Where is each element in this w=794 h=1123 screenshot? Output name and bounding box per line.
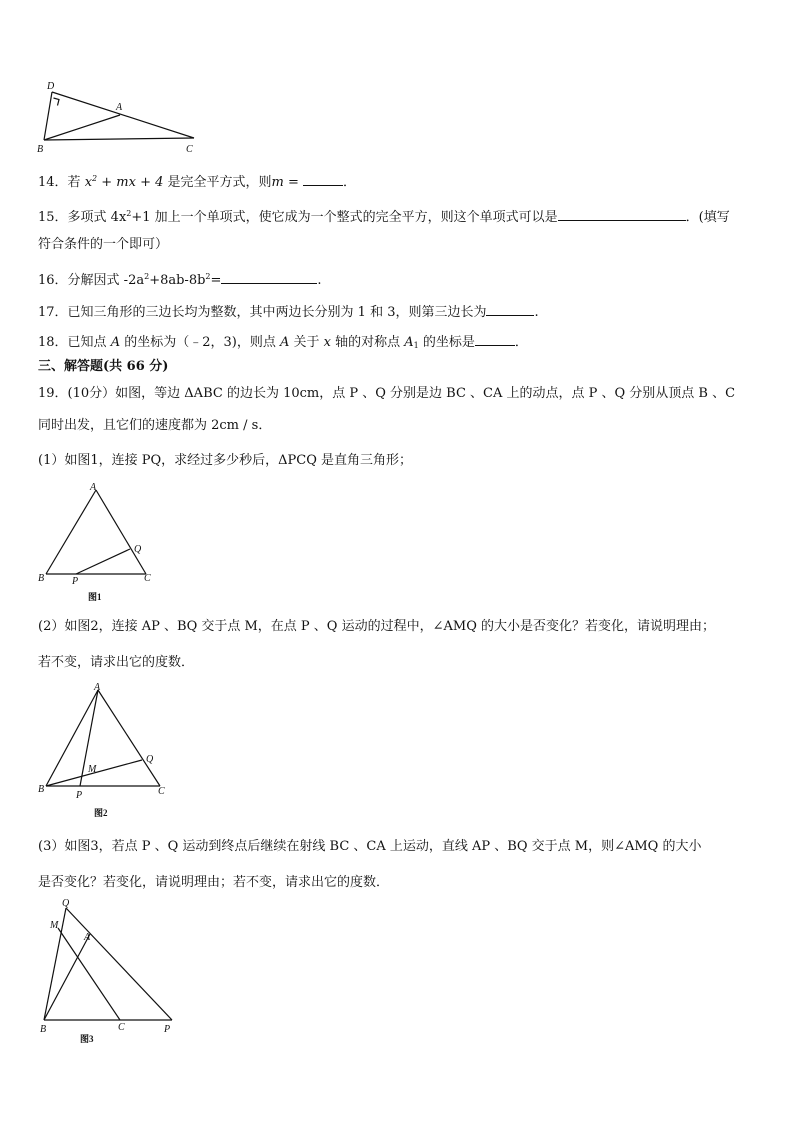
q15-line2-text: 符合条件的一个即可） xyxy=(38,237,169,252)
question-19-line2: 同时出发，且它们的速度都为 2cm / s． xyxy=(38,418,272,433)
q16-mid2: = xyxy=(210,273,222,288)
question-16: 16．分解因式 $-2a^2+8ab-8b^2=$ . xyxy=(38,272,322,288)
label-C: C xyxy=(186,144,193,154)
q15-mid: +1 加上一个单项式，使它成为一个整式的完全平方，则这个单项式可以是 xyxy=(131,210,558,225)
fig3-label-Q: Q xyxy=(62,898,70,909)
label-B: B xyxy=(37,144,44,154)
q18-mid4: 的坐标是 xyxy=(418,335,475,350)
fig2-label-C: C xyxy=(158,786,165,797)
q14-text: 是完全平方式，则 xyxy=(163,175,272,190)
q16-pre: 16．分解因式 -2a xyxy=(38,273,145,288)
figure-3 xyxy=(34,896,184,1046)
fig3-label-P: P xyxy=(164,1024,171,1035)
question-19-line1: 19．(10分）如图，等边 ΔABC 的边长为 10cm，点 P 、Q 分别是边 BC 、CA 上的动点，点 P 、Q 分别从顶点 B 、C xyxy=(38,386,736,401)
fig2-label-Q: Q xyxy=(146,754,154,765)
fig1-caption: 图1 xyxy=(88,592,102,602)
fig3-label-M: M xyxy=(50,920,59,931)
q18-end: ． xyxy=(514,335,528,350)
question-18 xyxy=(38,332,528,352)
fig1-label-A: A xyxy=(90,482,97,493)
q18-point-a1: A xyxy=(404,335,414,350)
question-19-part1: (1）如图1，连接 PQ，求经过多少秒后，ΔPCQ 是直角三角形； xyxy=(38,453,413,468)
q16-end: . xyxy=(317,273,322,288)
section-3-title: 三、解答题(共 66 分) xyxy=(38,359,169,374)
q14-number: 14．若 xyxy=(38,175,85,190)
q18-answer-blank[interactable] xyxy=(475,332,515,346)
q16-mid1: +8ab-8b xyxy=(149,273,206,288)
question-14 xyxy=(38,172,356,192)
fig3-label-A: A xyxy=(84,932,91,943)
q18-mid1: 的坐标为（﹣2，3)，则点 xyxy=(120,335,280,350)
fig1-label-Q: Q xyxy=(134,544,142,555)
q18-sub: 1 xyxy=(413,341,419,350)
q17-answer-blank[interactable] xyxy=(486,302,534,316)
figure-top xyxy=(34,78,204,154)
question-19-part3-line1: (3）如图3，若点 P 、Q 运动到终点后继续在射线 BC 、CA 上运动，直线 AP 、BQ 交于点 M，则∠AMQ 的大小 xyxy=(38,839,702,854)
fig2-label-A: A xyxy=(94,682,101,693)
q18-mid2: 关于 xyxy=(289,335,324,350)
q18-mid3: 轴的对称点 xyxy=(330,335,405,350)
q14-eq: = xyxy=(283,175,304,190)
fig1-label-C: C xyxy=(144,573,151,584)
fig2-label-M: M xyxy=(88,764,97,775)
label-A: A xyxy=(116,102,123,113)
fig3-caption: 图3 xyxy=(80,1034,94,1044)
q18-point-a: A xyxy=(110,335,121,350)
fig1-label-P: P xyxy=(72,576,79,587)
question-19-part2-line1: (2）如图2，连接 AP 、BQ 交于点 M，在点 P 、Q 运动的过程中，∠AMQ 的大小是否变化？若变化，请说明理由； xyxy=(38,619,715,634)
fig3-label-C: C xyxy=(118,1022,125,1033)
question-17 xyxy=(38,302,539,322)
q15-pre: 15．多项式 4x xyxy=(38,210,127,225)
fig2-label-B: B xyxy=(38,784,45,795)
q18-point-a2: A xyxy=(279,335,290,350)
figure-2 xyxy=(34,680,174,824)
q15-end: ．(填写 xyxy=(685,210,730,225)
question-19-part3-line2: 是否变化？若变化，请说明理由；若不变，请求出它的度数． xyxy=(38,875,390,890)
question-15-line1: 15．多项式 $4x^2+1$ 加上一个单项式，使它成为一个整式的完全平方，则这个单项式可以是 ．(填写 xyxy=(38,209,730,225)
q17-end: . xyxy=(534,305,539,320)
q18-pre: 18．已知点 xyxy=(38,335,111,350)
q15-answer-blank[interactable] xyxy=(558,207,686,221)
q14-answer-blank[interactable] xyxy=(303,172,343,186)
question-19-part2-line2: 若不变，请求出它的度数． xyxy=(38,655,195,670)
fig3-label-B: B xyxy=(40,1024,47,1035)
q14-var: m xyxy=(271,175,284,190)
q16-answer-blank[interactable] xyxy=(221,270,317,284)
figure-1 xyxy=(36,482,166,606)
question-15-line2 xyxy=(38,236,168,254)
fig2-caption: 图2 xyxy=(94,808,108,818)
q14-expression: $x^2$ + mx + 4 xyxy=(84,174,164,190)
fig2-label-P: P xyxy=(76,790,83,801)
q14-end: ． xyxy=(343,175,357,190)
q18-axis: x xyxy=(323,335,331,350)
fig1-label-B: B xyxy=(38,573,45,584)
q17-text: 17．已知三角形的三边长均为整数，其中两边长分别为 1 和 3，则第三边长为 xyxy=(38,305,487,320)
label-D: D xyxy=(47,81,55,92)
